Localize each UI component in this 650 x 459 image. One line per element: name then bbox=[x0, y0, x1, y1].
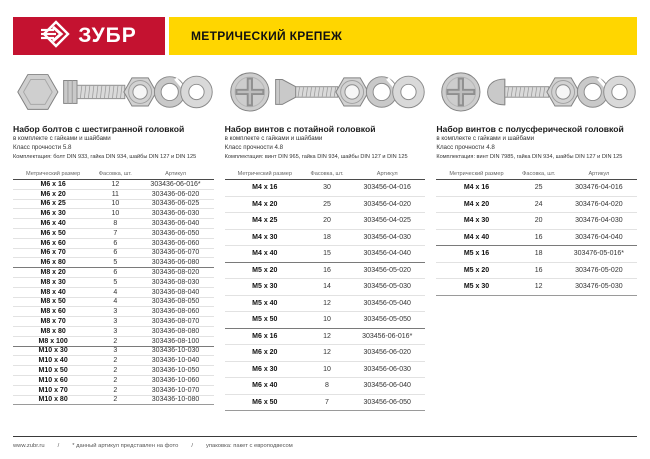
article-cell: 303436-06-020 bbox=[137, 189, 213, 199]
column-header: Артикул bbox=[561, 168, 637, 180]
article-cell: 303476-05-030 bbox=[561, 279, 637, 296]
qty-cell: 8 bbox=[305, 378, 349, 395]
qty-cell: 3 bbox=[93, 326, 137, 336]
article-cell: 303436-08-060 bbox=[137, 307, 213, 317]
product-info bbox=[436, 122, 637, 168]
zubr-logo bbox=[13, 17, 165, 55]
table-row bbox=[436, 213, 637, 230]
article-cell: 303476-04-020 bbox=[561, 196, 637, 213]
column-header: Артикул bbox=[137, 168, 213, 180]
table-row bbox=[225, 180, 426, 197]
size-cell: M8 x 70 bbox=[13, 317, 93, 327]
table-row bbox=[436, 246, 637, 263]
article-cell: 303436-06-080 bbox=[137, 258, 213, 268]
qty-cell: 10 bbox=[93, 199, 137, 209]
article-cell: 303436-10-080 bbox=[137, 395, 213, 405]
article-cell: 303436-06-050 bbox=[137, 228, 213, 238]
article-cell: 303456-04-030 bbox=[349, 229, 425, 246]
table-row bbox=[13, 189, 214, 199]
article-cell: 303456-05-050 bbox=[349, 312, 425, 329]
table-row bbox=[13, 268, 214, 278]
qty-cell: 24 bbox=[517, 196, 561, 213]
product-section bbox=[225, 60, 426, 411]
size-cell: M6 x 25 bbox=[13, 199, 93, 209]
size-cell: M8 x 40 bbox=[13, 287, 93, 297]
table-row bbox=[13, 258, 214, 268]
table-row bbox=[13, 307, 214, 317]
page-title: МЕТРИЧЕСКИЙ КРЕПЕЖ bbox=[191, 29, 343, 43]
product-subtitle: в комплекте с гайками и шайбами bbox=[13, 135, 111, 143]
article-cell: 303456-04-016 bbox=[349, 180, 425, 197]
article-cell: 303436-10-040 bbox=[137, 356, 213, 366]
qty-cell: 2 bbox=[93, 366, 137, 376]
qty-cell: 5 bbox=[93, 277, 137, 287]
product-table bbox=[225, 168, 426, 411]
qty-cell: 2 bbox=[93, 385, 137, 395]
size-cell: M10 x 80 bbox=[13, 395, 93, 405]
size-cell: M4 x 16 bbox=[436, 180, 516, 197]
hex-bolt-set-image bbox=[13, 60, 214, 122]
article-cell: 303456-04-040 bbox=[349, 246, 425, 263]
article-cell: 303436-06-025 bbox=[137, 199, 213, 209]
table-row bbox=[13, 356, 214, 366]
size-cell: M8 x 60 bbox=[13, 307, 93, 317]
size-cell: M5 x 20 bbox=[225, 262, 305, 279]
size-cell: M6 x 40 bbox=[225, 378, 305, 395]
table-row bbox=[225, 246, 426, 263]
qty-cell: 20 bbox=[305, 213, 349, 230]
article-cell: 303436-08-100 bbox=[137, 336, 213, 346]
product-table bbox=[13, 168, 214, 405]
footer bbox=[13, 436, 637, 449]
table-row bbox=[225, 328, 426, 345]
table-row bbox=[13, 385, 214, 395]
size-cell: M5 x 16 bbox=[436, 246, 516, 263]
size-cell: M4 x 40 bbox=[436, 229, 516, 246]
qty-cell: 2 bbox=[93, 375, 137, 385]
size-cell: M6 x 60 bbox=[13, 238, 93, 248]
qty-cell: 3 bbox=[93, 307, 137, 317]
product-section bbox=[13, 60, 214, 411]
column-header: Метрический размер bbox=[436, 168, 516, 180]
table-row bbox=[13, 336, 214, 346]
size-cell: M6 x 16 bbox=[13, 180, 93, 190]
header bbox=[13, 17, 637, 55]
qty-cell: 7 bbox=[305, 394, 349, 411]
product-info bbox=[225, 122, 426, 168]
qty-cell: 3 bbox=[93, 317, 137, 327]
table-row bbox=[13, 180, 214, 190]
size-cell: M6 x 16 bbox=[225, 328, 305, 345]
article-cell: 303476-05-020 bbox=[561, 262, 637, 279]
product-table bbox=[436, 168, 637, 296]
qty-cell: 12 bbox=[517, 279, 561, 296]
size-cell: M5 x 40 bbox=[225, 295, 305, 312]
qty-cell: 20 bbox=[517, 213, 561, 230]
qty-cell: 3 bbox=[93, 346, 137, 356]
qty-cell: 2 bbox=[93, 356, 137, 366]
table-row bbox=[13, 346, 214, 356]
table-row bbox=[13, 317, 214, 327]
qty-cell: 6 bbox=[93, 268, 137, 278]
qty-cell: 2 bbox=[93, 395, 137, 405]
article-cell: 303436-08-030 bbox=[137, 277, 213, 287]
article-cell: 303436-10-050 bbox=[137, 366, 213, 376]
size-cell: M4 x 40 bbox=[225, 246, 305, 263]
article-cell: 303436-06-016* bbox=[137, 180, 213, 190]
pan-head-screw-set-image bbox=[436, 60, 637, 122]
qty-cell: 10 bbox=[305, 361, 349, 378]
article-cell: 303436-06-040 bbox=[137, 219, 213, 229]
table-row bbox=[225, 213, 426, 230]
column-header: Артикул bbox=[349, 168, 425, 180]
article-cell: 303436-10-030 bbox=[137, 346, 213, 356]
size-cell: M4 x 30 bbox=[436, 213, 516, 230]
site-url: www.zubr.ru bbox=[13, 443, 45, 449]
table-row bbox=[225, 196, 426, 213]
article-cell: 303476-04-030 bbox=[561, 213, 637, 230]
size-cell: M6 x 70 bbox=[13, 248, 93, 258]
column-header: Метрический размер bbox=[13, 168, 93, 180]
column-header: Фасовка, шт. bbox=[305, 168, 349, 180]
size-cell: M4 x 20 bbox=[225, 196, 305, 213]
size-cell: M10 x 70 bbox=[13, 385, 93, 395]
article-cell: 303456-06-030 bbox=[349, 361, 425, 378]
qty-cell: 16 bbox=[305, 262, 349, 279]
article-cell: 303436-10-060 bbox=[137, 375, 213, 385]
product-info bbox=[13, 122, 214, 168]
article-cell: 303436-08-050 bbox=[137, 297, 213, 307]
qty-cell: 7 bbox=[93, 228, 137, 238]
table-row bbox=[225, 361, 426, 378]
contents-line: Комплектация: болт DIN 933, гайка DIN 934, шайбы DIN 127 и DIN 125 bbox=[13, 154, 197, 161]
table-row bbox=[436, 196, 637, 213]
qty-cell: 6 bbox=[93, 238, 137, 248]
article-cell: 303456-05-040 bbox=[349, 295, 425, 312]
qty-cell: 30 bbox=[305, 180, 349, 197]
column-header: Фасовка, шт. bbox=[93, 168, 137, 180]
article-cell: 303436-06-030 bbox=[137, 209, 213, 219]
table-row bbox=[13, 395, 214, 405]
strength-class: Класс прочности 4.8 bbox=[436, 144, 495, 152]
contents-line: Комплектация: винт DIN 965, гайка DIN 934, шайбы DIN 127 и DIN 125 bbox=[224, 154, 408, 161]
qty-cell: 18 bbox=[517, 246, 561, 263]
qty-cell: 12 bbox=[93, 180, 137, 190]
size-cell: M10 x 60 bbox=[13, 375, 93, 385]
qty-cell: 25 bbox=[517, 180, 561, 197]
article-cell: 303436-06-070 bbox=[137, 248, 213, 258]
size-cell: M6 x 20 bbox=[13, 189, 93, 199]
contents-line: Комплектация: винт DIN 7985, гайка DIN 934, шайбы DIN 127 и DIN 125 bbox=[436, 154, 623, 161]
qty-cell: 14 bbox=[305, 279, 349, 296]
article-cell: 303456-05-030 bbox=[349, 279, 425, 296]
qty-cell: 5 bbox=[93, 258, 137, 268]
article-cell: 303436-08-070 bbox=[137, 317, 213, 327]
table-row bbox=[13, 228, 214, 238]
qty-cell: 12 bbox=[305, 345, 349, 362]
size-cell: M5 x 50 bbox=[225, 312, 305, 329]
article-cell: 303436-06-060 bbox=[137, 238, 213, 248]
product-title: Набор болтов с шестигранной головкой bbox=[13, 124, 185, 134]
table-row bbox=[13, 326, 214, 336]
size-cell: M5 x 30 bbox=[436, 279, 516, 296]
article-cell: 303456-06-040 bbox=[349, 378, 425, 395]
size-cell: M6 x 40 bbox=[13, 219, 93, 229]
table-row bbox=[13, 287, 214, 297]
footer-separator: / bbox=[191, 443, 193, 449]
size-cell: M4 x 20 bbox=[436, 196, 516, 213]
table-row bbox=[225, 378, 426, 395]
size-cell: M6 x 20 bbox=[225, 345, 305, 362]
qty-cell: 8 bbox=[93, 219, 137, 229]
qty-cell: 10 bbox=[93, 209, 137, 219]
qty-cell: 12 bbox=[305, 295, 349, 312]
size-cell: M8 x 100 bbox=[13, 336, 93, 346]
article-cell: 303456-04-020 bbox=[349, 196, 425, 213]
qty-cell: 6 bbox=[93, 248, 137, 258]
brand-name: ЗУБР bbox=[78, 24, 137, 47]
table-row bbox=[436, 180, 637, 197]
size-cell: M6 x 30 bbox=[13, 209, 93, 219]
product-title: Набор винтов с полусферической головкой bbox=[436, 124, 624, 134]
size-cell: M4 x 30 bbox=[225, 229, 305, 246]
table-row bbox=[13, 366, 214, 376]
table-row bbox=[13, 375, 214, 385]
table-row bbox=[13, 238, 214, 248]
table-row bbox=[225, 345, 426, 362]
table-row bbox=[13, 297, 214, 307]
table-row bbox=[225, 279, 426, 296]
size-cell: M8 x 80 bbox=[13, 326, 93, 336]
size-cell: M6 x 80 bbox=[13, 258, 93, 268]
table-row bbox=[13, 248, 214, 258]
table-row bbox=[13, 277, 214, 287]
size-cell: M8 x 20 bbox=[13, 268, 93, 278]
qty-cell: 25 bbox=[305, 196, 349, 213]
article-cell: 303476-04-016 bbox=[561, 180, 637, 197]
footer-separator: / bbox=[57, 443, 60, 449]
size-cell: M6 x 50 bbox=[225, 394, 305, 411]
qty-cell: 16 bbox=[517, 262, 561, 279]
table-row bbox=[436, 229, 637, 246]
article-cell: 303436-08-040 bbox=[137, 287, 213, 297]
qty-cell: 18 bbox=[305, 229, 349, 246]
article-cell: 303456-06-016* bbox=[349, 328, 425, 345]
article-cell: 303456-05-020 bbox=[349, 262, 425, 279]
product-subtitle: в комплекте с гайками и шайбами bbox=[224, 135, 323, 143]
table-row bbox=[13, 219, 214, 229]
qty-cell: 16 bbox=[517, 229, 561, 246]
article-cell: 303436-08-080 bbox=[137, 326, 213, 336]
table-row bbox=[436, 262, 637, 279]
article-cell: 303436-08-020 bbox=[137, 268, 213, 278]
qty-cell: 4 bbox=[93, 297, 137, 307]
size-cell: M6 x 50 bbox=[13, 228, 93, 238]
size-cell: M10 x 50 bbox=[13, 366, 93, 376]
size-cell: M4 x 16 bbox=[225, 180, 305, 197]
size-cell: M5 x 20 bbox=[436, 262, 516, 279]
article-cell: 303476-05-016* bbox=[561, 246, 637, 263]
size-cell: M5 x 30 bbox=[225, 279, 305, 296]
size-cell: M10 x 30 bbox=[13, 346, 93, 356]
table-row bbox=[225, 295, 426, 312]
article-cell: 303456-04-025 bbox=[349, 213, 425, 230]
qty-cell: 11 bbox=[93, 189, 137, 199]
table-row bbox=[225, 312, 426, 329]
qty-cell: 2 bbox=[93, 336, 137, 346]
table-row bbox=[13, 209, 214, 219]
countersunk-screw-set-image bbox=[225, 60, 426, 122]
strength-class: Класс прочности 4.8 bbox=[224, 144, 284, 152]
article-cell: 303456-06-050 bbox=[349, 394, 425, 411]
size-cell: M4 x 25 bbox=[225, 213, 305, 230]
qty-cell: 12 bbox=[305, 328, 349, 345]
strength-class: Класс прочности 5.8 bbox=[13, 144, 72, 152]
article-cell: 303456-06-020 bbox=[349, 345, 425, 362]
packaging-note: упаковка: пакет с европодвесом bbox=[205, 443, 293, 449]
size-cell: M8 x 50 bbox=[13, 297, 93, 307]
table-row bbox=[225, 229, 426, 246]
page-title-banner bbox=[169, 17, 637, 55]
qty-cell: 15 bbox=[305, 246, 349, 263]
article-cell: 303436-10-070 bbox=[137, 385, 213, 395]
article-cell: 303476-04-040 bbox=[561, 229, 637, 246]
table-row bbox=[436, 279, 637, 296]
column-header: Фасовка, шт. bbox=[517, 168, 561, 180]
size-cell: M6 x 30 bbox=[225, 361, 305, 378]
column-header: Метрический размер bbox=[225, 168, 305, 180]
qty-cell: 10 bbox=[305, 312, 349, 329]
photo-note: * данный артикул представлен на фото bbox=[72, 443, 179, 449]
product-title: Набор винтов с потайной головкой bbox=[224, 124, 376, 134]
table-row bbox=[13, 199, 214, 209]
table-row bbox=[225, 262, 426, 279]
size-cell: M10 x 40 bbox=[13, 356, 93, 366]
size-cell: M8 x 30 bbox=[13, 277, 93, 287]
zubr-arrow-icon bbox=[41, 19, 71, 54]
qty-cell: 4 bbox=[93, 287, 137, 297]
product-columns bbox=[13, 60, 637, 411]
product-subtitle: в комплекте с гайками и шайбами bbox=[436, 135, 535, 143]
product-section bbox=[436, 60, 637, 411]
table-row bbox=[225, 394, 426, 411]
